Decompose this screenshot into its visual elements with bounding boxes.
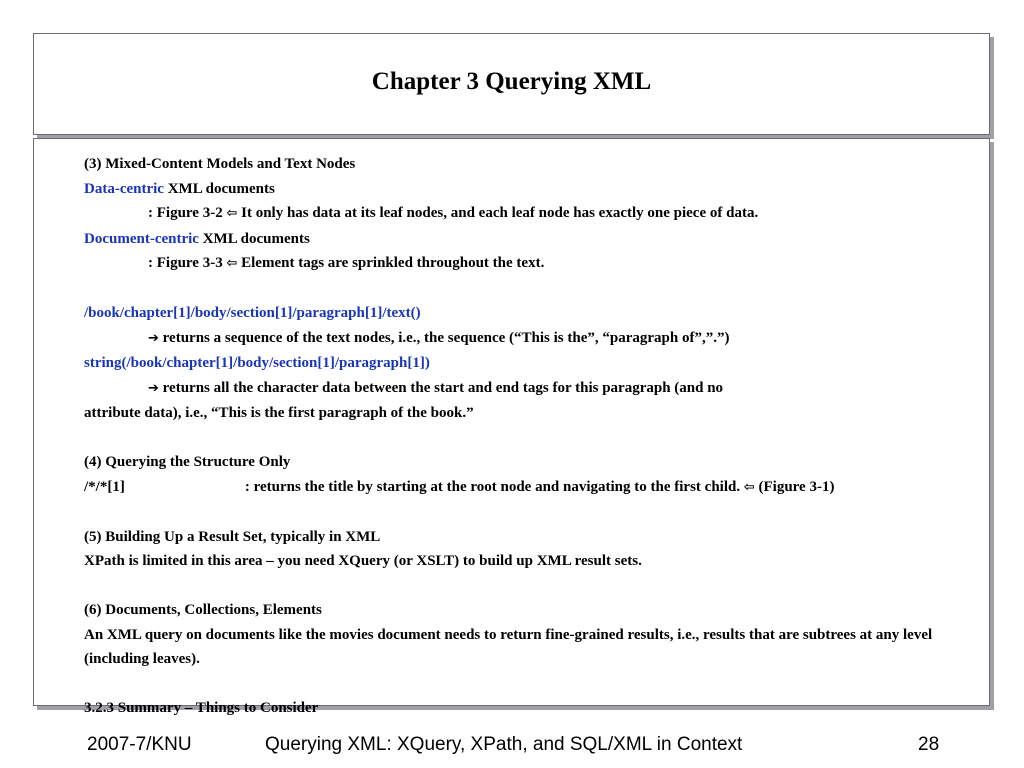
- left-arrow-icon: ⇦: [226, 256, 238, 271]
- title-frame: [33, 33, 990, 135]
- page-number: 28: [918, 734, 940, 755]
- spacer: [84, 500, 974, 525]
- structure-query-expression: /*/*[1]: [84, 478, 125, 495]
- figure-3-3-label: : Figure 3-3: [148, 255, 227, 271]
- xpath-text-expression: /book/chapter[1]/body/section[1]/paragraph[1]/text(): [84, 305, 421, 321]
- section-heading-documents: (6) Documents, Collections, Elements: [84, 602, 322, 618]
- structure-query-line: [84, 475, 974, 501]
- xpath-text-result-text: returns a sequence of the text nodes, i.e., the sequence (“This is the”, “paragraph of”,”.”): [158, 329, 730, 346]
- structure-query-figure-ref: (Figure 3-1): [754, 478, 835, 495]
- figure-3-3-line: [84, 251, 974, 277]
- data-centric-line: [84, 177, 974, 202]
- string-result-continuation: attribute data), i.e., “This is the first paragraph of the book.”: [84, 405, 474, 421]
- right-arrow-icon: ➔: [148, 330, 159, 346]
- xpath-text-result: [84, 326, 974, 352]
- figure-3-3-text: Element tags are sprinkled throughout the text.: [237, 255, 545, 271]
- section-heading-mixed-content: (3) Mixed-Content Models and Text Nodes: [84, 156, 356, 172]
- string-result-line: [84, 376, 974, 402]
- spacer: [84, 277, 974, 302]
- content-frame: [33, 138, 990, 716]
- documents-text: An XML query on documents like the movies document needs to return fine-grained results, i.e., results that are subtrees at any level (including leaves).: [84, 626, 933, 667]
- section-heading-structure-only: (4) Querying the Structure Only: [84, 454, 291, 470]
- figure-3-2-line: [84, 201, 974, 227]
- left-arrow-icon: ⇦: [743, 479, 755, 495]
- right-arrow-icon: ➔: [148, 380, 159, 396]
- section-heading-result-set: (5) Building Up a Result Set, typically in XML: [84, 528, 381, 545]
- spacer: [84, 672, 974, 697]
- data-centric-term: Data-centric: [84, 180, 164, 197]
- slide-title: Chapter 3 Querying XML: [371, 68, 652, 95]
- result-set-text: XPath is limited in this area – you need XQuery (or XSLT) to build up XML result sets.: [84, 553, 642, 569]
- data-centric-rest: XML documents: [163, 180, 275, 197]
- slide-body: [84, 152, 974, 721]
- document-centric-line: [84, 227, 974, 252]
- figure-3-2-text: It only has data at its leaf nodes, and each leaf node has exactly one piece of data.: [237, 205, 759, 221]
- document-centric-rest: XML documents: [198, 230, 310, 247]
- string-result-text: returns all the character data between the start and end tags for this paragraph (and no: [158, 379, 724, 396]
- footer-date-org: 2007-7/KNU: [87, 734, 192, 755]
- spacer: [84, 574, 974, 599]
- string-function-name: string: [84, 355, 122, 371]
- left-arrow-icon: ⇦: [226, 206, 238, 221]
- figure-3-2-label: : Figure 3-2: [148, 205, 227, 221]
- summary-heading: 3.2.3 Summary – Things to Consider: [84, 700, 319, 716]
- slide-footer: [0, 734, 1024, 758]
- string-function-line: [84, 351, 974, 376]
- spacer: [84, 426, 974, 451]
- structure-query-description: : returns the title by starting at the root node and navigating to the first child.: [244, 478, 744, 495]
- footer-course-title: Querying XML: XQuery, XPath, and SQL/XML in Context: [265, 734, 743, 755]
- document-centric-term: Document-centric: [84, 230, 199, 247]
- string-function-argument: (/book/chapter[1]/body/section[1]/paragraph[1]): [121, 355, 430, 371]
